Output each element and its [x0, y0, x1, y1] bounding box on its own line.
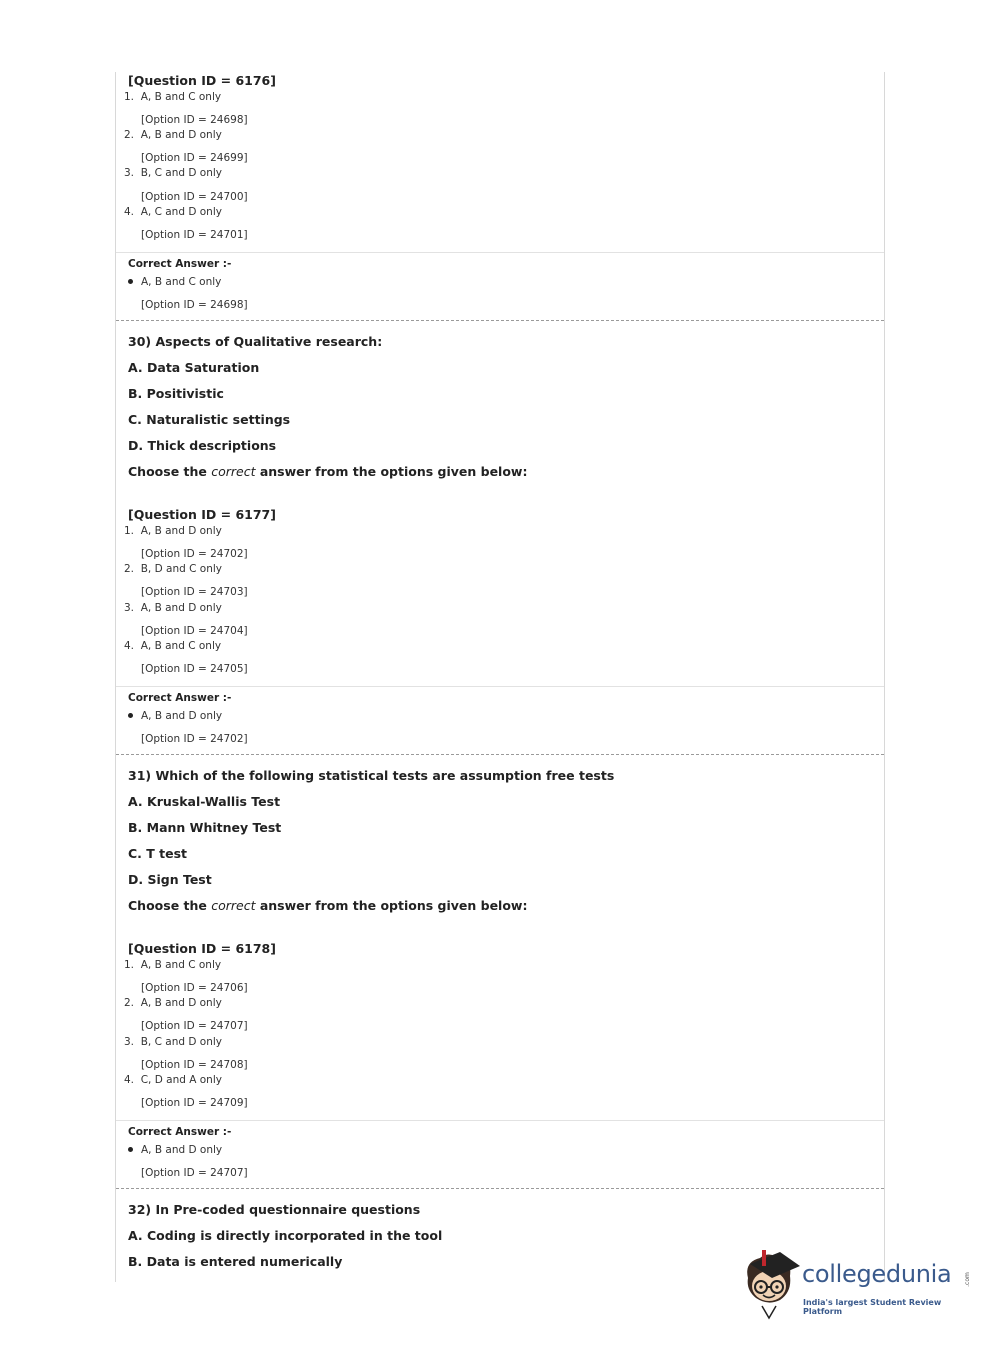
question-id: [Question ID = 6177]: [128, 507, 276, 522]
option-text: A, C and D only: [140, 206, 222, 218]
option-number: 3.: [124, 167, 135, 179]
instruction-emphasis: correct: [211, 464, 256, 479]
section-divider: [116, 252, 884, 253]
option-id: [Option ID = 24699]: [141, 152, 248, 164]
option-number: 4.: [124, 206, 135, 218]
option-id: [Option ID = 24707]: [141, 1020, 248, 1032]
instruction-part: answer from the options given below:: [255, 464, 528, 479]
option-1: [124, 525, 222, 537]
correct-answer-text: A, B and D only: [141, 710, 223, 722]
correct-answer-text: A, B and D only: [141, 1144, 223, 1156]
option-text: B, C and D only: [140, 167, 222, 179]
instruction: [128, 898, 527, 913]
option-text: A, B and D only: [140, 602, 222, 614]
option-id: [Option ID = 24701]: [141, 229, 248, 241]
option-text: C, D and A only: [140, 1074, 222, 1086]
option-id: [Option ID = 24708]: [141, 1059, 248, 1071]
statement-c: C. Naturalistic settings: [128, 412, 291, 427]
question-id: [Question ID = 6176]: [128, 73, 276, 88]
correct-answer-label: Correct Answer :-: [128, 1126, 232, 1138]
option-2: [124, 129, 222, 141]
option-3: [124, 1036, 222, 1048]
option-4: [124, 206, 222, 218]
option-1: [124, 959, 221, 971]
option-id: [Option ID = 24706]: [141, 982, 248, 994]
option-number: 1.: [124, 959, 135, 971]
correct-answer-text: A, B and C only: [141, 276, 222, 288]
option-id: [Option ID = 24702]: [141, 548, 248, 560]
option-4: [124, 640, 221, 652]
instruction-emphasis: correct: [211, 898, 256, 913]
question-divider: [116, 320, 884, 321]
statement-d: D. Thick descriptions: [128, 438, 277, 453]
correct-answer: [128, 710, 222, 722]
option-id: [Option ID = 24698]: [141, 114, 248, 126]
option-id: [Option ID = 24704]: [141, 625, 248, 637]
page-frame-left: [115, 72, 116, 1282]
option-4: [124, 1074, 222, 1086]
statement-b: B. Data is entered numerically: [128, 1254, 343, 1269]
statement-a: A. Data Saturation: [128, 360, 260, 375]
bullet-icon: [128, 713, 133, 718]
statement-a: A. Coding is directly incorporated in the tool: [128, 1228, 443, 1243]
option-2: [124, 563, 222, 575]
instruction-part: answer from the options given below:: [255, 898, 528, 913]
section-divider: [116, 1120, 884, 1121]
instruction-part: Choose the: [128, 898, 212, 913]
option-text: B, C and D only: [140, 1036, 222, 1048]
correct-answer-label: Correct Answer :-: [128, 258, 232, 270]
option-id: [Option ID = 24705]: [141, 663, 248, 675]
option-number: 4.: [124, 1074, 135, 1086]
question-stem: 31) Which of the following statistical tests are assumption free tests: [128, 768, 615, 783]
bullet-icon: [128, 279, 133, 284]
option-id: [Option ID = 24703]: [141, 586, 248, 598]
option-number: 2.: [124, 563, 135, 575]
option-number: 3.: [124, 1036, 135, 1048]
question-divider: [116, 1188, 884, 1189]
correct-answer: [128, 1144, 222, 1156]
correct-option-id: [Option ID = 24707]: [141, 1167, 248, 1179]
correct-option-id: [Option ID = 24702]: [141, 733, 248, 745]
option-text: A, B and D only: [140, 525, 222, 537]
correct-answer: [128, 276, 221, 288]
collegedunia-logo: [740, 1248, 980, 1320]
option-2: [124, 997, 222, 1009]
option-text: A, B and D only: [140, 997, 222, 1009]
option-text: A, B and C only: [140, 640, 222, 652]
instruction: [128, 464, 527, 479]
option-text: A, B and C only: [140, 91, 222, 103]
instruction-part: Choose the: [128, 464, 212, 479]
option-1: [124, 91, 221, 103]
option-number: 1.: [124, 91, 135, 103]
option-text: A, B and D only: [140, 129, 222, 141]
option-number: 2.: [124, 997, 135, 1009]
bullet-icon: [128, 1147, 133, 1152]
option-number: 2.: [124, 129, 135, 141]
option-id: [Option ID = 24700]: [141, 191, 248, 203]
brand-domain: .com: [963, 1272, 971, 1287]
correct-answer-label: Correct Answer :-: [128, 692, 232, 704]
page-frame-right: [884, 72, 885, 1282]
mascot-icon: [740, 1248, 802, 1320]
brand-tagline: India's largest Student Review Platform: [803, 1298, 942, 1316]
statement-b: B. Positivistic: [128, 386, 224, 401]
option-text: B, D and C only: [140, 563, 222, 575]
statement-c: C. T test: [128, 846, 188, 861]
option-3: [124, 602, 222, 614]
correct-option-id: [Option ID = 24698]: [141, 299, 248, 311]
option-3: [124, 167, 222, 179]
option-id: [Option ID = 24709]: [141, 1097, 248, 1109]
question-stem: 30) Aspects of Qualitative research:: [128, 334, 383, 349]
brand-name: collegedunia: [802, 1260, 952, 1288]
statement-d: D. Sign Test: [128, 872, 212, 887]
statement-b: B. Mann Whitney Test: [128, 820, 282, 835]
option-number: 4.: [124, 640, 135, 652]
section-divider: [116, 686, 884, 687]
option-text: A, B and C only: [140, 959, 222, 971]
statement-a: A. Kruskal-Wallis Test: [128, 794, 281, 809]
question-stem: 32) In Pre-coded questionnaire questions: [128, 1202, 421, 1217]
option-number: 1.: [124, 525, 135, 537]
option-number: 3.: [124, 602, 135, 614]
question-id: [Question ID = 6178]: [128, 941, 276, 956]
question-divider: [116, 754, 884, 755]
